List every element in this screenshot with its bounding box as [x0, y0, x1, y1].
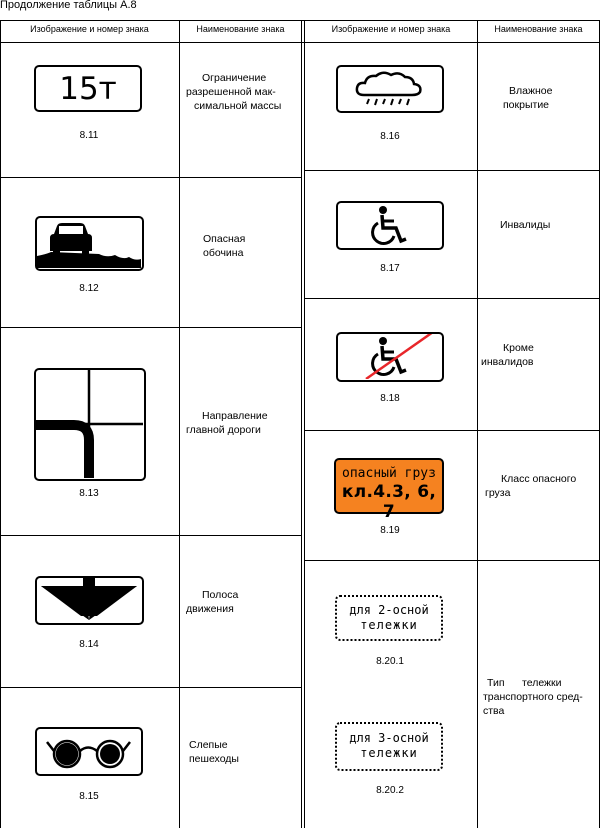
sign-name-8-14: Полоса движения: [186, 589, 239, 615]
header-right-name: Наименование знака: [494, 24, 583, 34]
sign-8-15: [35, 727, 143, 776]
sign-8-11: [34, 65, 142, 112]
sign-8-14: [35, 576, 144, 625]
wheelchair-crossed-icon: [338, 334, 441, 379]
sign-number-8-13: 8.13: [79, 488, 99, 499]
soft-shoulder-icon: [37, 218, 141, 268]
table-caption: Продолжение таблицы А.8: [0, 0, 137, 11]
header-left-image: Изображение и номер знака: [30, 24, 149, 34]
sign-name-8-15: Слепые пешеходы: [189, 739, 239, 765]
sign-8-18: [336, 332, 444, 382]
header-right-image: Изображение и номер знака: [331, 24, 451, 34]
sign-name-8-13: Направление главной дороги: [186, 410, 268, 436]
sign-number-8-11: 8.11: [79, 130, 99, 141]
sign-number-8-12: 8.12: [79, 283, 99, 294]
sign-8-17: [336, 201, 444, 250]
sign-number-8-20-2: 8.20.2: [376, 785, 404, 796]
sign-number-8-19: 8.19: [380, 525, 400, 536]
sign-name-8-19: Класс опасного груза: [485, 473, 577, 499]
sign-8-20-2: [335, 722, 443, 771]
sign-8-20-1-line1: для 2-осной: [349, 603, 429, 617]
wheelchair-icon: [338, 203, 441, 247]
glasses-icon: [37, 729, 140, 773]
rain-cloud-icon: [338, 67, 441, 110]
sign-number-8-15: 8.15: [79, 791, 99, 802]
sign-8-19-line1: опасный груз: [342, 466, 436, 481]
main-road-direction-icon: [36, 370, 143, 478]
sign-8-19: [334, 458, 444, 522]
sign-number-8-20-1: 8.20.1: [376, 656, 404, 667]
sign-number-8-14: 8.14: [79, 639, 99, 650]
sign-8-11-text: 15т: [59, 71, 117, 107]
sign-number-8-18: 8.18: [380, 393, 400, 404]
sign-name-8-17: Инвалиды: [500, 219, 551, 231]
sign-name-8-18: Кроме инвалидов: [481, 342, 534, 368]
down-arrow-icon: [37, 578, 141, 622]
sign-8-19-line2: кл.4.3, 6, 7: [341, 482, 437, 522]
sign-number-8-17: 8.17: [380, 263, 400, 274]
sign-name-8-20: Тип тележки транспортного сред- ства: [483, 677, 583, 717]
sign-8-13: [34, 368, 146, 481]
header-left-name: Наименование знака: [196, 24, 285, 34]
sign-8-20-1: [335, 595, 443, 641]
sign-8-20-2-line2: тележки: [360, 746, 418, 760]
sign-8-16: [336, 65, 444, 113]
sign-8-20-2-line1: для 3-осной: [349, 731, 429, 745]
sign-name-8-12: Опасная обочина: [203, 233, 246, 259]
sign-8-12: [35, 216, 144, 271]
sign-8-20-1-line2: тележки: [360, 618, 418, 632]
sign-name-8-11: Ограничение разрешенной мак- симальной массы: [186, 72, 282, 112]
sign-name-8-16: Влажное покрытие: [503, 85, 553, 111]
sign-number-8-16: 8.16: [380, 131, 400, 142]
